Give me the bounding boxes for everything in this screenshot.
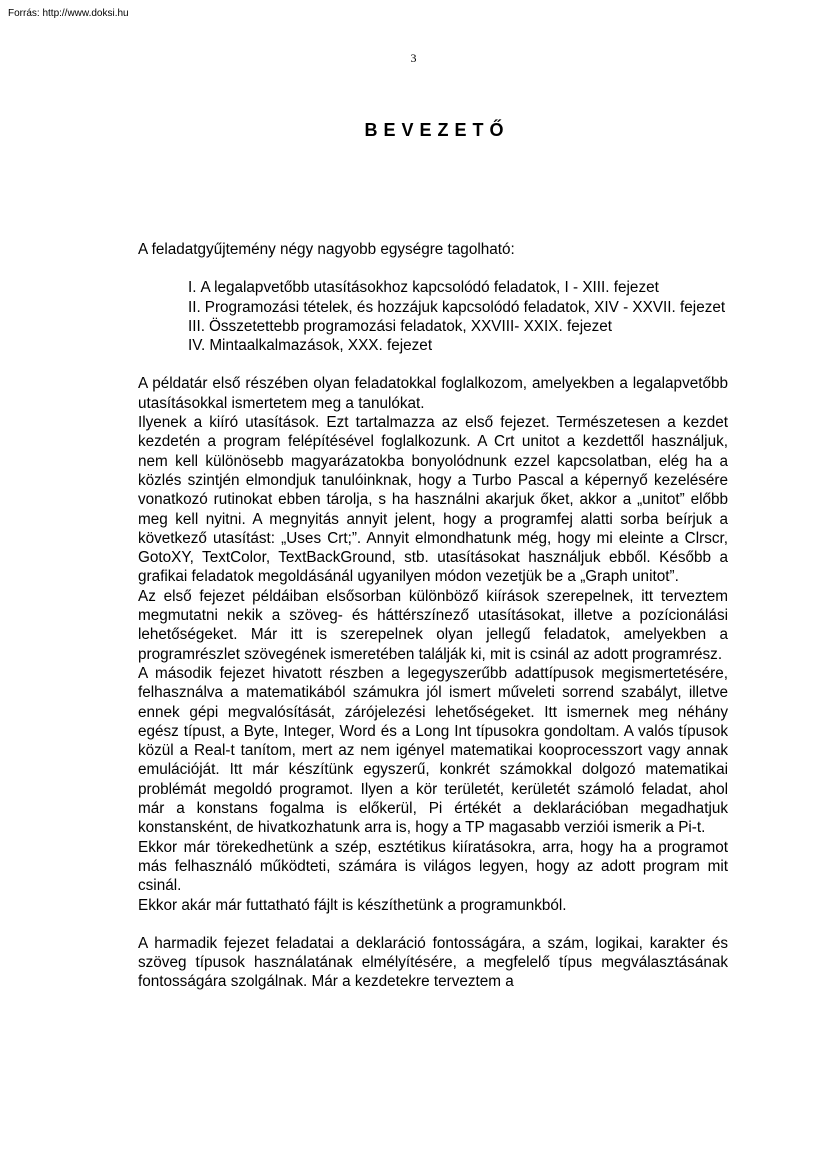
chapter-description: A legalapvetőbb utasításokhoz kapcsolódó feladatok, I - XIII. fejezet bbox=[200, 279, 659, 297]
chapter-list-item bbox=[188, 298, 728, 317]
chapter-number: I. bbox=[188, 279, 197, 297]
body-paragraph: A második fejezet hivatott részben a legegyszerűbb adattípusok megismertetésére, felhasználva a matematikából számukra jól ismert műveleti sorrend szabályt, illetve ennek gépi megvalósítását, zárójelezési lehetőségeket. Itt ismernek meg néhány egész típust, a Byte, Integer, Word és a Long Int típusokra gondoltam. A valós típusok közül a Real-t tanítom, mert az nem igényel matematikai kooprocesszort vagy annak emulációját. Itt már készítünk egyszerű, konkrét számokkal dolgozó matematikai problémát megoldó programot. Ilyen a kör területét, kerületét számoló feladat, ahol már a konstans fogalma is előkerül, Pi értékét a deklarációban megadhatjuk konstansként, de hivatkozhatunk arra is, hogy a TP magasabb verziói ismerik a Pi-t. bbox=[138, 664, 728, 837]
body-paragraph: Ilyenek a kiíró utasítások. Ezt tartalmazza az első fejezet. Természetesen a kezdet kezdetén a program felépítésével foglalkozunk. A Crt unitot a kezdettől használjuk, nem kell különösebb magyarázatokba bonyolódnunk ezzel kapcsolatban, elég ha a közlés szintjén elmondjuk tanulóinknak, hogy a Turbo Pascal a képernyő kezelésére vonatkozó rutinokat ebben tárolja, s ha használni akarjuk őket, akkor a „unitot” előbb meg kell nyitni. A megnyitás annyit jelent, hogy a programfej alatti sorba beírjuk a következő utasítást: „Uses Crt;”. Annyit elmondhatunk még, hogy mi eleinte a Clrscr, GotoXY, TextColor, TextBackGround, stb. utasításokat használjuk ebből. Később a grafikai feladatok megoldásánál ugyanilyen módon vezetjük be a „Graph unitot”. bbox=[138, 414, 728, 586]
chapter-list-item bbox=[188, 317, 728, 336]
body-paragraph: Ekkor akár már futtatható fájlt is készíthetünk a programunkból. bbox=[138, 896, 567, 914]
source-label: Forrás: http://www.doksi.hu bbox=[8, 8, 129, 19]
document-body bbox=[138, 240, 728, 992]
chapter-number: IV. bbox=[188, 337, 206, 355]
chapter-description: Programozási tételek, és hozzájuk kapcsolódó feladatok, XIV - XXVII. fejezet bbox=[204, 298, 726, 316]
chapter-description: Mintaalkalmazások, XXX. fejezet bbox=[209, 337, 433, 355]
page-number: 3 bbox=[410, 51, 417, 65]
intro-sentence: A feladatgyűjtemény négy nagyobb egységre tagolható: bbox=[138, 241, 515, 258]
chapter-list bbox=[138, 278, 728, 355]
body-paragraph: A harmadik fejezet feladatai a deklaráció fontosságára, a szám, logikai, karakter és szöveg típusok használatának elmélyítésére, a megfelelő típus megválasztásának fontosságára szolgálnak. Már a kezdetekre terveztem a bbox=[138, 934, 728, 991]
body-paragraph: Ekkor már törekedhetünk a szép, esztétikus kiíratásokra, arra, hogy ha a programot más felhasználó működteti, számára is világos legyen, hogy az adott program mit csinál. bbox=[138, 838, 728, 895]
page-title: BEVEZETŐ bbox=[364, 120, 510, 140]
body-paragraph: A példatár első részében olyan feladatokkal foglalkozom, amelyekben a legalapvetőbb utasításokkal ismertetem meg a tanulókat. bbox=[138, 375, 728, 412]
chapter-list-item bbox=[188, 336, 728, 355]
chapter-number: III. bbox=[188, 317, 205, 335]
body-paragraph: Az első fejezet példáiban elsősorban különböző kiírások szerepelnek, itt terveztem megmutatni nekik a szöveg- és háttérszínező utasításokat, illetve a pozícionálási lehetőségeket. Már itt is szerepelnek olyan jellegű feladatok, amelyekben a programrészlet szövegének ismeretében találják ki, mit is csinál az adott programrész. bbox=[138, 587, 728, 663]
chapter-list-item bbox=[188, 278, 728, 297]
chapter-number: II. bbox=[188, 298, 201, 316]
chapter-description: Összetettebb programozási feladatok, XXVIII- XXIX. fejezet bbox=[209, 317, 613, 335]
